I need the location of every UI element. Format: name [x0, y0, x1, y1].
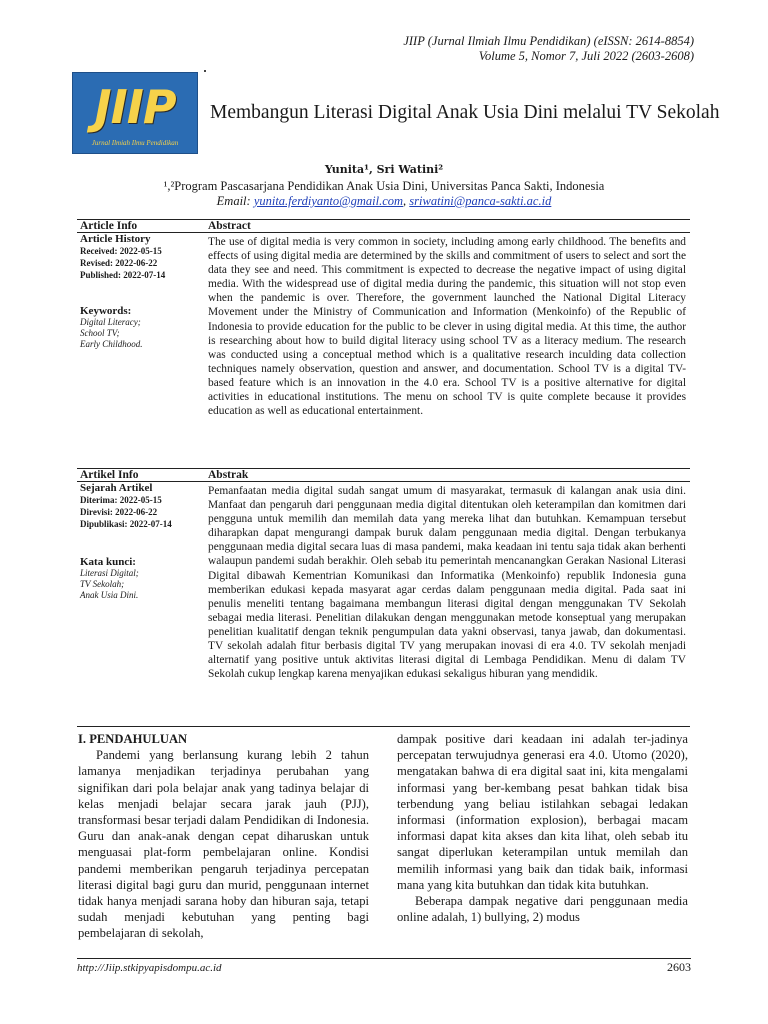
intro-paragraph-2: dampak positive dari keadaan ini adalah ter-jadinya percepatan terwujudnya generasi era 4.0. Utomo (2020), mengatakan bahwa di era digital saat ini, kita mengalami informasi yang ber-kembang pesat bahkan tidak bisa terbendung yang beliau istilahkan sebagai ledakan informasi (information explosion), berbagai macam informasi dapat kita akses dan kita lihat, oleh sebab itu sangat diperlukan keterampilan untuk memilah dan memilih informasi yang baik dan tidak baik, informasi mana yang kita butuhkan dan tidak kita butuhkan.	[397, 732, 688, 892]
revised-date: Revised: 2022-06-22	[80, 258, 158, 268]
abstract-heading: Abstract	[208, 220, 251, 232]
paper-title: Membangun Literasi Digital Anak Usia Dini melalui TV Sekolah	[210, 102, 720, 123]
page-number: 2603	[667, 960, 691, 974]
footer-url[interactable]: http://Jiip.stkipyapisdompu.ac.id	[77, 962, 222, 974]
kata-kunci-1: Literasi Digital;	[80, 568, 139, 578]
english-keywords	[80, 305, 202, 350]
diterima-date: Diterima: 2022-05-15	[80, 495, 162, 505]
affiliation: ¹,²Program Pascasarjana Pendidikan Anak Usia Dini, Universitas Panca Sakti, Indonesia	[163, 179, 605, 193]
abstrak-heading: Abstrak	[208, 469, 249, 481]
journal-volume: Volume 5, Nomor 7, Juli 2022 (2603-2608)	[478, 49, 694, 63]
keyword-3: Early Childhood.	[80, 339, 143, 349]
body-right-column	[397, 731, 688, 925]
body-left-column	[78, 731, 369, 942]
email-line	[0, 194, 768, 209]
email-separator: ,	[403, 194, 410, 208]
article-info-heading: Article Info	[80, 220, 138, 232]
kata-kunci-2: TV Sekolah;	[80, 579, 125, 589]
decorative-dot	[204, 70, 206, 72]
logo-text: JIIP	[94, 80, 176, 134]
intro-paragraph-1: Pandemi yang berlansung kurang lebih 2 tahun lamanya menjadikan terjadinya perubahan yang signifikan dari pola belajar anak yang tadinya belajar di kelas menjadi belajar secara jarak jauh (PJJ), transformasi besar terjadi dalam Pendidikan di Indonesia. Guru dan anak-anak dengan cepat diharuskan untuk menguasai plat-form pembelajaran online. Kondisi pandemi memberikan pengaruh terjadinya percepatan literasi digital bagi guru dan murid, penggunaan internet tidak hanya menjadi sarana hoby dan hiburan saja, tetapi sudah menjadi kebutuhan yang penting bagi pembelajaran di sekolah,	[78, 748, 369, 941]
email-link-1[interactable]: yunita.ferdiyanto@gmail.com	[253, 194, 404, 208]
keyword-1: Digital Literacy;	[80, 317, 141, 327]
history-heading: Article History	[80, 233, 151, 245]
keywords-heading: Keywords:	[80, 305, 132, 317]
intro-paragraph-3: Beberapa dampak negative dari penggunaan media online adalah, 1) bullying, 2) modus	[397, 894, 688, 925]
published-date: Published: 2022-07-14	[80, 270, 166, 280]
indonesian-info-header	[77, 468, 690, 482]
journal-logo	[72, 72, 198, 154]
authors: Yunita¹, Sri Watini²	[324, 163, 444, 176]
abstract-bottom-rule	[77, 726, 690, 727]
indonesian-article-history	[80, 482, 202, 530]
email-label: Email:	[216, 194, 254, 208]
indonesian-abstract-text: Pemanfaatan media digital sudah sangat umum di masyarakat, termasuk di kalangan anak usia dini. Manfaat dan pengaruh dari penggunaan media digital ditentukan oleh keterampilan dan komitmen dari pengguna untuk memilih dan memilah data yang mereka lihat dan butuhkan. Kemampuan tersebut diharapkan dapat mengurangi dampak buruk dalam penggunaan media digital. Dengan terbukanya penggunaan media digital secara luas di masa pandemi, maka keadaan ini tentu saja tidak akan berhenti walaupun pandemi sudah berakhir. Oleh sebab itu pemerintah mencanangkan Gerakan Nasional Literasi Digital dibawah Kementrian Komunikasi dan Informatika (Menkoinfo) republik Indonesia guna memberikan edukasi kepada masyarat agar cerdas dalam penggunaan media digital. Pada saat ini penulis meneliti tentang bagaimana membangun literasi digital dengan menggunakan TV Sekolah sebagai media literasi. Penelitian dilakukan dengan menggunakan metode konseptual yang merupakan penelitian kualitatif dengan teknik pengumpulan data yakni observasi, tanya jawab, dan dokumentasi. TV sekolah adalah fitur berbasis digital TV yang merupakan inovasi di era 4.0. TV sekolah menjadi alternatif yang positive untuk aktivitas literasi digital di Lembaga Pendidikan. Menu di dalam TV Sekolah cukup lengkap karena menyajikan edukasi sekaligus hiburan yang mendidik.	[208, 485, 686, 681]
footer-rule	[77, 958, 691, 959]
section-heading: I. PENDAHULUAN	[78, 732, 188, 746]
received-date: Received: 2022-05-15	[80, 246, 162, 256]
english-article-history	[80, 233, 202, 281]
dipublikasi-date: Dipublikasi: 2022-07-14	[80, 519, 172, 529]
kata-kunci-3: Anak Usia Dini.	[80, 590, 139, 600]
english-info-header	[77, 219, 690, 233]
indonesian-keywords	[80, 556, 202, 601]
logo-subtitle: Jurnal Ilmiah Ilmu Pendidikan	[91, 139, 179, 147]
keyword-2: School TV;	[80, 328, 120, 338]
journal-name: JIIP (Jurnal Ilmiah Ilmu Pendidikan) (eISSN: 2614-8854)	[403, 34, 694, 48]
direvisi-date: Direvisi: 2022-06-22	[80, 507, 158, 517]
english-abstract-text: The use of digital media is very common in society, including among early childhood. The benefits and effects of using digital media are determined by the skills and commitment of users to select and sort the data they see and need. This commitment is expected to decrease the negative impact of using digital media. With the widespread use of digital media during the pandemic, this situation will not stop even when the pandemic is over. Therefore, the government launched the National Digital Literacy Movement under the Ministry of Communication and Information (Menkoinfo) of the Republic of Indonesia to provide education for the public to be clever in using digital media. At this time, the author is researching about how to build digital literacy using school TV as a literacy medium. The research was conducted using a conceptual method which is a qualitative research inculding data collection techniques namely observation, question and answer, and documentation. School TV is a digital TV-based feature which is an innovation in the 4.0 era. School TV is a positive alternative for digital activities in educational institutions. The menu on school TV is quite complete because it provides education as well as educational entertainment.	[208, 236, 686, 418]
kata-kunci-heading: Kata kunci:	[80, 556, 136, 568]
sejarah-heading: Sejarah Artikel	[80, 482, 153, 494]
journal-header	[403, 34, 694, 64]
artikel-info-heading: Artikel Info	[80, 469, 139, 481]
email-link-2[interactable]: sriwatini@panca-sakti.ac.id	[409, 194, 552, 208]
